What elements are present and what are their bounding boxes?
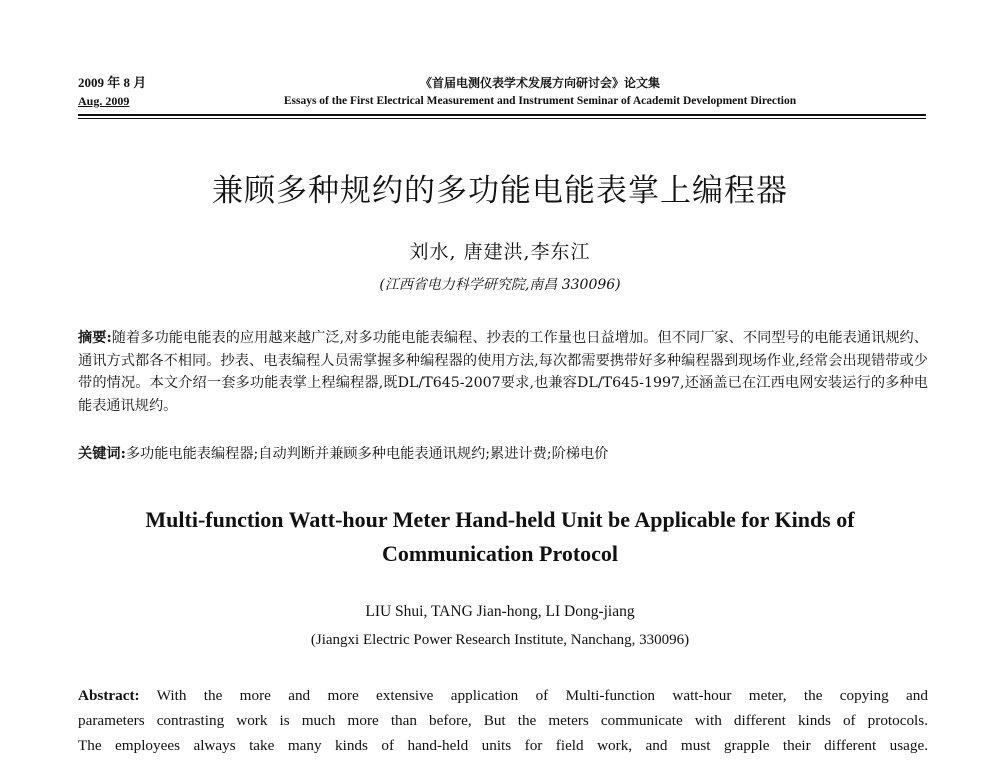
header-date	[78, 74, 146, 110]
header-date-cn: 2009 年 8 月	[78, 75, 147, 90]
affiliation-en: (Jiangxi Electric Power Research Institute, Nanchang, 330096)	[310, 632, 690, 648]
abstract-cn-text: 随着多功能电能表的应用越来越广泛,对多功能电能表编程、抄表的工作量也日益增加。但不同厂家、不同型号的电能表通讯规约、通讯方式都各不相同。抄表、电表编程人员需掌握多种编程器的使用方法,每次都需要携带好多种编程器到现场作业,经常会出现错带或少带的情况。本文介绍一套多功能表掌上程编程器,既DL/T645-2007要求,也兼容DL/T645-1997,还涵盖已在江西电网安装运行的多种电能表通讯规约。	[78, 330, 928, 414]
abstract-cn-label: 摘要:	[78, 330, 112, 346]
abstract-en-text-1: With the more and more extensive application of Multi-function watt-hour meter, the copying and	[139, 687, 928, 704]
paper-title-cn: 兼顾多种规约的多功能电能表掌上编程器	[212, 173, 788, 209]
keywords-cn-text: 多功能电能表编程器;自动判断并兼顾多种电能表通讯规约;累进计费;阶梯电价	[125, 446, 609, 462]
header-journal-cn: 《首届电测仪表学术发展方向研讨会》论文集	[419, 76, 660, 90]
header-journal	[150, 74, 930, 110]
header-date-en: Aug. 2009	[78, 94, 130, 108]
abstract-cn	[78, 327, 928, 417]
keywords-cn-label: 关键词:	[78, 446, 126, 462]
abstract-en	[78, 683, 928, 758]
paper-title-en-line2: Communication Protocol	[381, 541, 619, 566]
abstract-en-label: Abstract:	[78, 687, 140, 704]
abstract-en-line2: parameters contrasting work is much more than before, But the meters communicate with different kinds of protocols.	[78, 712, 928, 729]
authors-cn: 刘水, 唐建洪,李东江	[409, 241, 591, 263]
paper-title-en	[100, 503, 900, 571]
affiliation-cn: (江西省电力科学研究院,南昌 330096)	[379, 277, 621, 293]
header-rule-thin	[78, 118, 926, 119]
header-rule-thick	[78, 114, 926, 116]
authors-en: LIU Shui, TANG Jian-hong, LI Dong-jiang	[365, 603, 635, 620]
paper-title-en-line1: Multi-function Watt-hour Meter Hand-held Unit be Applicable for Kinds of	[145, 507, 855, 532]
header-journal-en: Essays of the First Electrical Measurement and Instrument Seminar of Academit Development Direction	[283, 95, 797, 107]
keywords-cn	[78, 443, 928, 465]
abstract-en-line3: The employees always take many kinds of hand-held units for field work, and must grapple their different usage.	[78, 737, 928, 754]
abstract-en-line1	[78, 683, 928, 708]
